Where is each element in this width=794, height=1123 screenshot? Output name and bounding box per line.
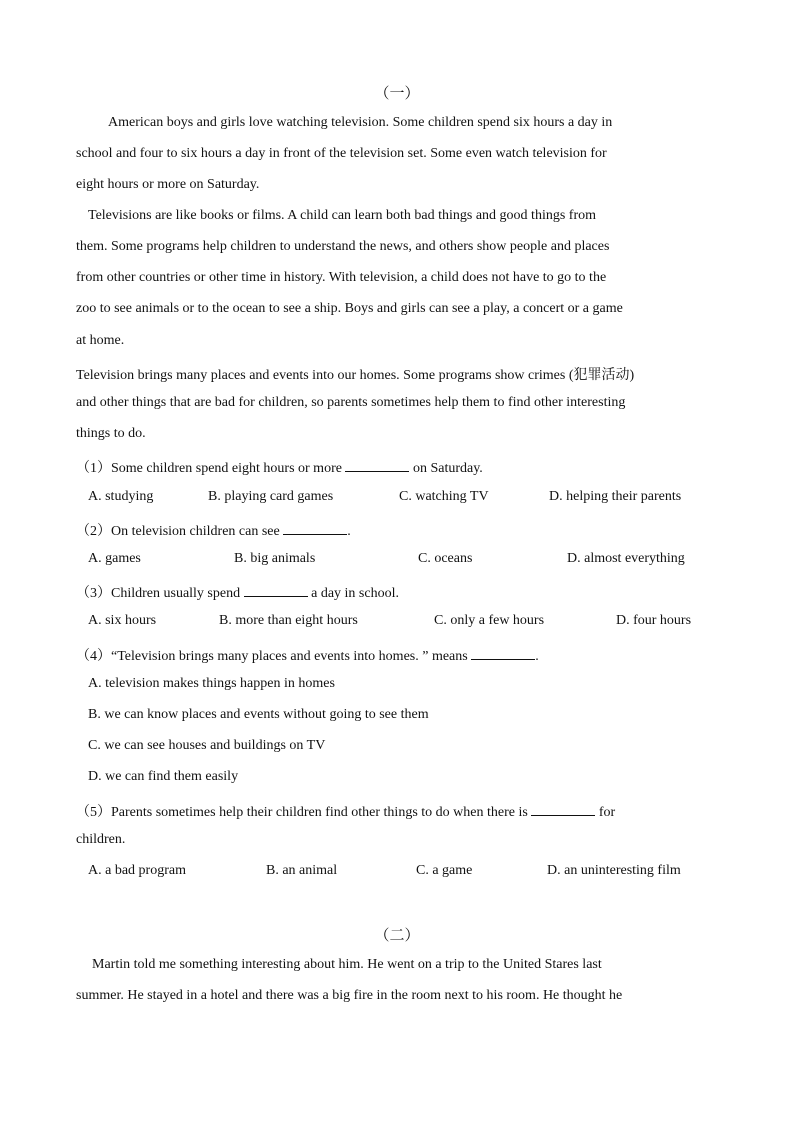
q5-option-b: B. an animal xyxy=(266,863,338,878)
q3-option-a: A. six hours xyxy=(88,613,157,628)
q5-option-d: D. an uninteresting film xyxy=(547,863,681,878)
passage-line: American boys and girls love watching television. Some children spend six hours a day in xyxy=(108,115,613,130)
passage-line: school and four to six hours a day in front of the television set. Some even watch television for xyxy=(76,146,607,161)
q4-option-d: D. we can find them easily xyxy=(88,769,239,784)
question-1-text: （1）Some children spend eight hours or more xyxy=(76,461,346,476)
q1-option-a: A. studying xyxy=(88,489,154,504)
question-5 xyxy=(76,801,615,821)
q2-option-a: A. games xyxy=(88,551,141,566)
passage-line: Martin told me something interesting about him. He went on a trip to the United Stares last xyxy=(92,957,602,972)
q1-option-d: D. helping their parents xyxy=(549,489,682,504)
passage-line: them. Some programs help children to understand the news, and others show people and places xyxy=(76,239,610,254)
question-2 xyxy=(76,520,351,540)
question-5-text-end: for xyxy=(595,805,616,820)
question-3-text-end: a day in school. xyxy=(307,586,399,601)
q5-option-c: C. a game xyxy=(416,863,473,878)
q4-option-a: A. television makes things happen in homes xyxy=(88,676,335,691)
question-2-text: （2）On television children can see xyxy=(76,524,284,539)
answer-blank xyxy=(345,459,409,472)
passage-line: summer. He stayed in a hotel and there was a big fire in the room next to his room. He thought he xyxy=(76,988,623,1003)
q1-option-c: C. watching TV xyxy=(399,489,489,504)
q4-option-b: B. we can know places and events without going to see them xyxy=(88,707,429,722)
passage-line: Televisions are like books or films. A child can learn both bad things and good things from xyxy=(88,208,596,223)
q5-option-a: A. a bad program xyxy=(88,863,186,878)
q4-option-c: C. we can see houses and buildings on TV xyxy=(88,738,326,753)
passage-line: and other things that are bad for children, so parents sometimes help them to find other interesting xyxy=(76,395,626,410)
answer-blank xyxy=(244,584,308,597)
question-1 xyxy=(76,457,483,477)
answer-blank xyxy=(531,803,595,816)
question-4 xyxy=(76,645,539,665)
question-4-text-end: . xyxy=(535,649,539,664)
section-title-1: （一） xyxy=(374,86,420,102)
answer-blank xyxy=(283,522,347,535)
question-3 xyxy=(76,582,399,602)
q2-option-c: C. oceans xyxy=(418,551,473,566)
passage-line: Television brings many places and events into our homes. Some programs show crimes (犯罪活动) xyxy=(76,368,635,383)
passage-line: at home. xyxy=(76,333,125,348)
q3-option-c: C. only a few hours xyxy=(434,613,545,628)
passage-line: zoo to see animals or to the ocean to see a ship. Boys and girls can see a play, a concert or a game xyxy=(76,301,623,316)
question-1-text-end: on Saturday. xyxy=(409,461,483,476)
passage-line: from other countries or other time in history. With television, a child does not have to go to the xyxy=(76,270,607,285)
q3-option-d: D. four hours xyxy=(616,613,692,628)
section-title-2: （二） xyxy=(374,928,420,944)
question-2-text-end: . xyxy=(347,524,351,539)
q1-option-b: B. playing card games xyxy=(208,489,334,504)
question-3-text: （3）Children usually spend xyxy=(76,586,244,601)
question-5-continued: children. xyxy=(76,832,126,847)
q2-option-d: D. almost everything xyxy=(567,551,685,566)
question-5-text: （5）Parents sometimes help their children find other things to do when there is xyxy=(76,805,532,820)
q3-option-b: B. more than eight hours xyxy=(219,613,358,628)
q2-option-b: B. big animals xyxy=(234,551,316,566)
answer-blank xyxy=(471,647,535,660)
question-4-text: （4）“Television brings many places and events into homes. ” means xyxy=(76,649,472,664)
passage-line: eight hours or more on Saturday. xyxy=(76,177,260,192)
passage-line: things to do. xyxy=(76,426,146,441)
